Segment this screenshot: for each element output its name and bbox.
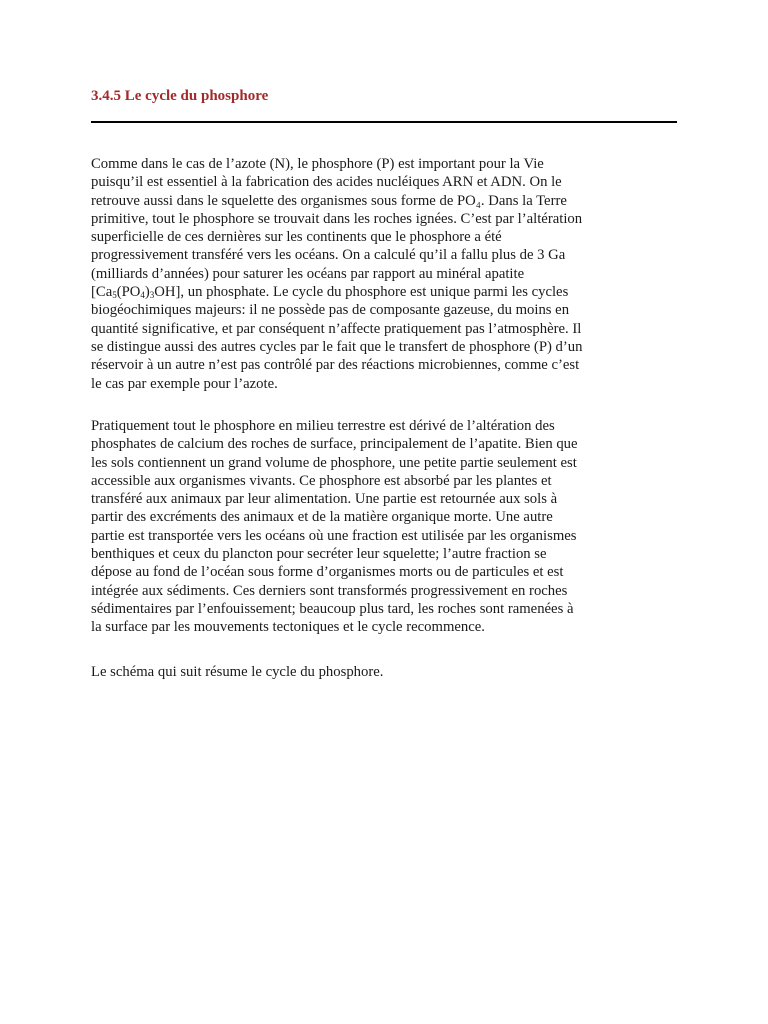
- text-line: Comme dans le cas de l’azote (N), le phosphore (P) est important pour la Vie: [91, 156, 544, 172]
- heading-divider: [91, 121, 677, 123]
- text-line: les sols contiennent un grand volume de phosphore, une petite partie seulement est: [91, 454, 577, 471]
- text-line: primitive, tout le phosphore se trouvait dans les roches ignées. C’est par l’altération: [91, 210, 583, 227]
- text-line: la surface par les mouvements tectoniques et le cycle recommence.: [91, 619, 485, 636]
- text-line: quantité significative, et par conséquent n’affecte pratiquement pas l’atmosphère. Il: [91, 320, 582, 337]
- formula-part: OH], un phosphate. Le cycle du phosphore est unique parmi les cycles: [154, 284, 569, 301]
- text-line: puisqu’il est essentiel à la fabrication des acides nucléiques ARN et ADN. On le: [91, 174, 562, 191]
- text-line: Le schéma qui suit résume le cycle du phosphore.: [91, 664, 384, 680]
- text-line: sédimentaires par l’enfouissement; beaucoup plus tard, les roches sont ramenées à: [91, 600, 574, 617]
- paragraph-terrestrial-cycle: [91, 417, 691, 637]
- text-line: superficielle de ces dernières sur les continents que le phosphore a été: [91, 229, 502, 246]
- text-line: le cas par exemple pour l’azote.: [91, 375, 278, 392]
- text-line: phosphates de calcium des roches de surface, principalement de l’apatite. Bien que: [91, 436, 578, 453]
- text-line: intégrée aux sédiments. Ces derniers sont transformés progressivement en roches: [91, 582, 568, 599]
- text-line: dépose au fond de l’océan sous forme d’organismes morts ou de particules et est: [91, 564, 564, 581]
- text-line: progressivement transféré vers les océans. On a calculé qu’il a fallu plus de 3 Ga: [91, 247, 566, 264]
- text-line: accessible aux organismes vivants. Ce phosphore est absorbé par les plantes et: [91, 472, 552, 489]
- text-line: biogéochimiques majeurs: il ne possède pas de composante gazeuse, du moins en: [91, 302, 570, 319]
- formula-part: ): [144, 284, 150, 301]
- text-line: se distingue aussi des autres cycles par le fait que le transfert de phosphore (P) d’un: [91, 338, 583, 355]
- text-line: réservoir à un autre n’est pas contrôlé par des réactions microbiennes, comme c’est: [91, 357, 580, 374]
- paragraph-phosphorus-intro: [91, 155, 691, 393]
- text-line-apatite-formula: [91, 283, 691, 301]
- text-line: transféré aux animaux par leur alimentation. Une partie est retournée aux sols à: [91, 491, 558, 508]
- formula-subscript: 3: [149, 290, 155, 301]
- text-line: partie est transportée vers les océans où une fraction est utilisée par les organismes: [91, 527, 577, 544]
- text-line: benthiques et ceux du plancton pour secréter leur squelette; l’autre fraction se: [91, 546, 547, 563]
- paragraph-schema-intro: [91, 663, 691, 681]
- text-line: (milliards d’années) pour saturer les océans par rapport au minéral apatite: [91, 265, 525, 282]
- text-line: partir des excréments des animaux et de la matière organique morte. Une autre: [91, 509, 553, 526]
- section-heading: 3.4.5 Le cycle du phosphore: [91, 88, 269, 104]
- text-line: Pratiquement tout le phosphore en milieu terrestre est dérivé de l’altération des: [91, 418, 555, 434]
- formula-subscript: 4: [140, 290, 145, 301]
- formula-part: [Ca: [91, 284, 113, 301]
- text-line: retrouve aussi dans le squelette des organismes sous forme de PO₄. Dans la Terre: [91, 192, 567, 209]
- formula-part: (PO: [116, 284, 141, 301]
- formula-subscript: 5: [112, 290, 117, 301]
